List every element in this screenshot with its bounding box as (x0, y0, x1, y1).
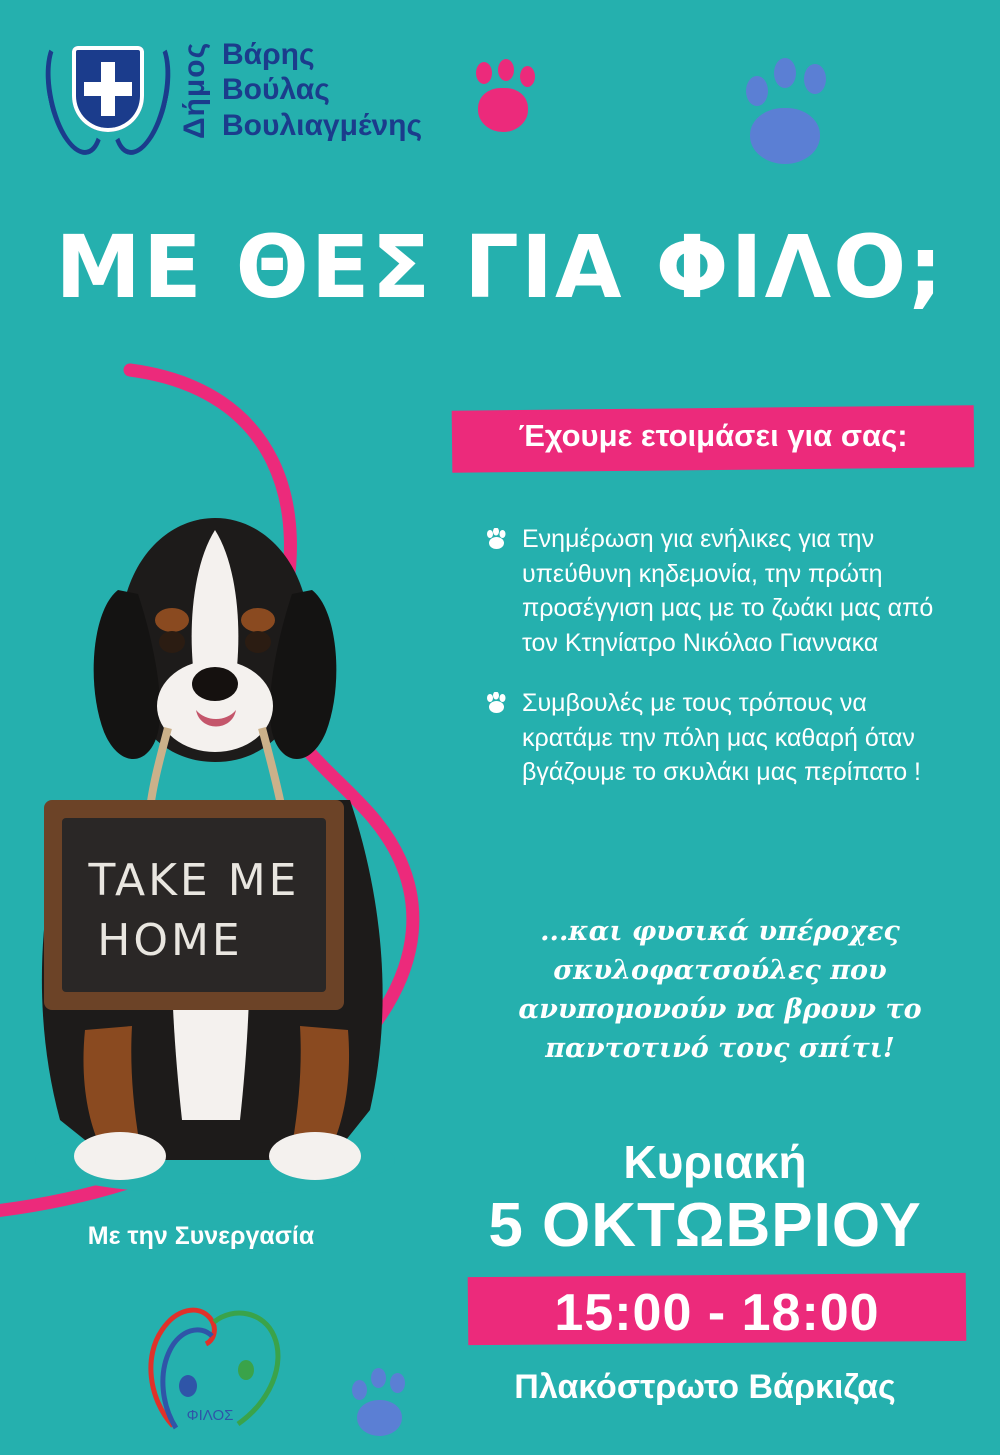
logo-line-1: Βάρης (222, 37, 315, 71)
paw-print-icon-blue-top (744, 58, 840, 166)
logo-municipality-name (222, 37, 422, 143)
logo-line-3: Βουλιαγμένης (222, 108, 423, 142)
logo-vertical-word: Δήμος (178, 41, 211, 139)
dog-photo-area (0, 360, 480, 1240)
event-place: Πλακόστρωτο Βάρκιζας (514, 1368, 896, 1406)
script-note: ...και φυσικά υπέροχες σκυλοφατσούλες που ανυπομονούν να βρουν το παντοτινό τους σπίτι! (518, 916, 922, 1065)
paw-bullet-icon (486, 692, 508, 714)
list-item (486, 522, 956, 660)
logo-line-2: Βούλας (222, 73, 330, 107)
partner-logo-filos (118, 1278, 298, 1443)
dog-photo (0, 470, 430, 1210)
paw-print-icon-pink-top (470, 62, 540, 138)
bullet-text-2: Συμβουλές με τους τρόπους να κρατάμε την πόλη μας καθαρή όταν βγάζουμε το σκυλάκι μας περίπατο ! (522, 689, 921, 786)
dog-sign-line-1: TAKE ME (88, 855, 300, 906)
municipality-logo (44, 26, 422, 154)
paw-print-icon-blue-bottom (352, 1368, 414, 1438)
event-date: 5 ΟΚΤΩΒΡΙΟΥ (488, 1191, 922, 1260)
page-title: ΜΕ ΘΕΣ ΓΙΑ ΦΙΛΟ; (55, 218, 945, 318)
subtitle-text: Έχουμε ετοιμάσει για σας: (518, 418, 908, 453)
partner-logo-text: ΦΙΛΟΣ (186, 1407, 234, 1424)
list-item (486, 686, 956, 790)
dog-sign-line-2: HOME (97, 915, 243, 966)
paw-bullet-icon (486, 528, 508, 550)
bullet-list (486, 522, 956, 816)
partner-label: Με την Συνεργασία (87, 1222, 315, 1250)
shield-cross-icon (72, 46, 144, 132)
bullet-text-1: Ενημέρωση για ενήλικες για την υπεύθυνη κηδεμονία, την πρώτη προσέγγιση μας με το ζωάκι μας από τον Κτηνίατρο Νικόλαο Γιαννακα (522, 525, 934, 657)
event-day: Κυριακή (623, 1136, 807, 1188)
greek-coat-of-arms-icon (44, 26, 172, 154)
event-time: 15:00 - 18:00 (554, 1284, 880, 1342)
